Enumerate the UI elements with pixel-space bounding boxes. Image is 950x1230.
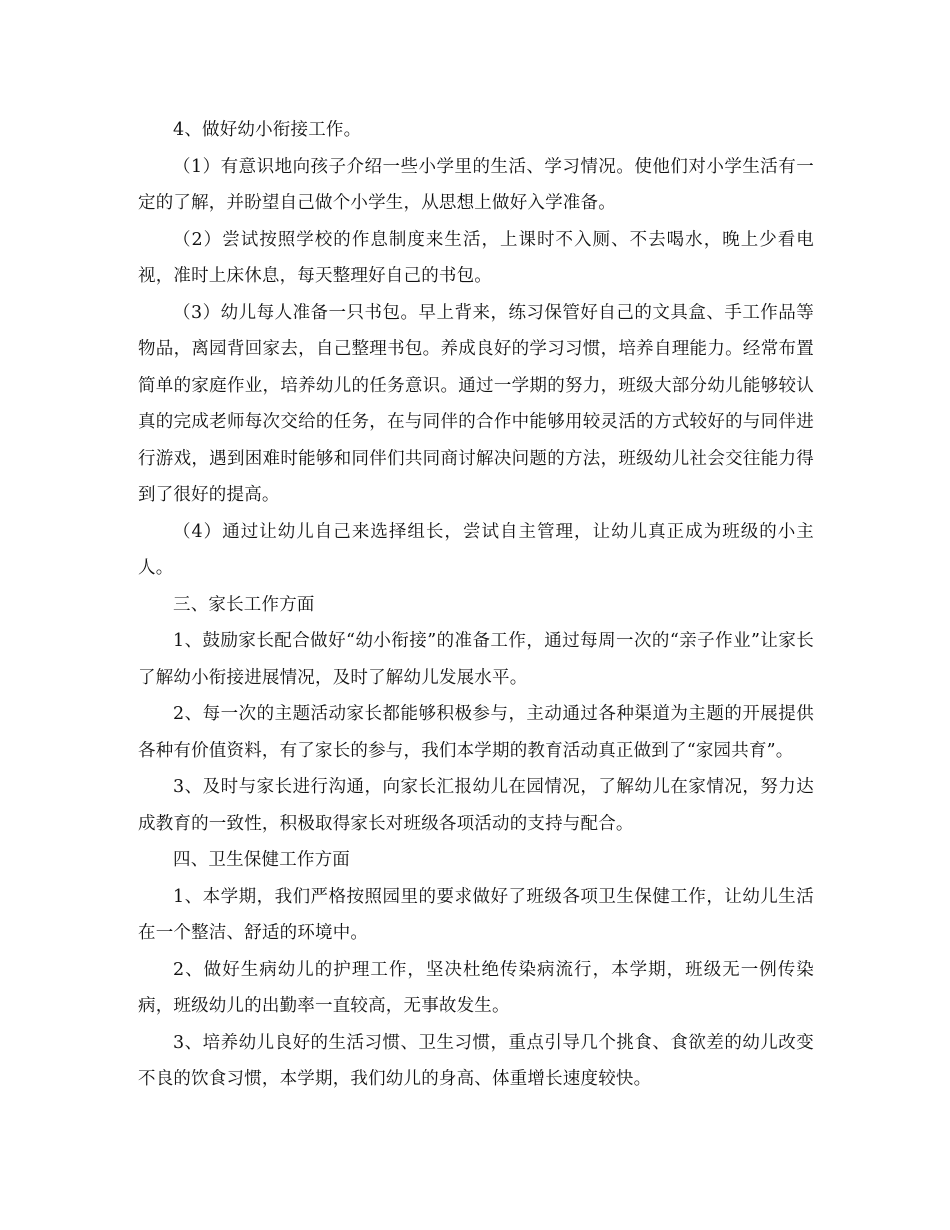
paragraph-health-1: 1、本学期，我们严格按照园里的要求做好了班级各项卫生保健工作，让幼儿生活在一个整洁、舒适的环境中。 (138, 886, 814, 943)
paragraph-parents-1: 1、鼓励家长配合做好“幼小衔接”的准备工作，通过每周一次的“亲子作业”让家长了解幼小衔接进展情况，及时了解幼儿发展水平。 (138, 631, 814, 688)
paragraph-sub-item-2: （2）尝试按照学校的作息制度来生活，上课时不入厕、不去喝水，晚上少看电视，准时上床休息，每天整理好自己的书包。 (138, 229, 814, 286)
section-heading-health: 四、卫生保健工作方面 (173, 850, 350, 870)
paragraph-sub-item-1: （1）有意识地向孩子介绍一些小学里的生活、学习情况。使他们对小学生活有一定的了解，并盼望自己做个小学生，从思想上做好入学准备。 (138, 156, 814, 213)
paragraph-parents-2: 2、每一次的主题活动家长都能够积极参与，主动通过各种渠道为主题的开展提供各种有价值资料，有了家长的参与，我们本学期的教育活动真正做到了“家园共育”。 (138, 704, 814, 761)
paragraph-health-2: 2、做好生病幼儿的护理工作，坚决杜绝传染病流行，本学期，班级无一例传染病，班级幼儿的出勤率一直较高，无事故发生。 (138, 959, 814, 1016)
paragraph-health-3: 3、培养幼儿良好的生活习惯、卫生习惯，重点引导几个挑食、食欲差的幼儿改变不良的饮食习惯，本学期，我们幼儿的身高、体重增长速度较快。 (138, 1032, 814, 1089)
paragraph-parents-3: 3、及时与家长进行沟通，向家长汇报幼儿在园情况，了解幼儿在家情况，努力达成教育的一致性，积极取得家长对班级各项活动的支持与配合。 (138, 777, 814, 834)
paragraph-sub-item-3: （3）幼儿每人准备一只书包。早上背来，练习保管好自己的文具盒、手工作品等物品，离园背回家去，自己整理书包。养成良好的学习习惯，培养自理能力。经常布置简单的家庭作业，培养幼儿的任务意识。通过一学期的努力，班级大部分幼儿能够较认真的完成老师每次交给的任务，在与同伴的合作中能够用较灵活的方式较好的与同伴进行游戏，遇到困难时能够和同伴们共同商讨解决问题的方法，班级幼儿社会交往能力得到了很好的提高。 (138, 302, 814, 505)
paragraph-item-4-heading: 4、做好幼小衔接工作。 (173, 120, 362, 140)
section-heading-parents: 三、家长工作方面 (173, 594, 315, 615)
document-body (138, 112, 814, 1098)
paragraph-sub-item-4: （4）通过让幼儿自己来选择组长，尝试自主管理，让幼儿真正成为班级的小主人。 (138, 521, 814, 578)
